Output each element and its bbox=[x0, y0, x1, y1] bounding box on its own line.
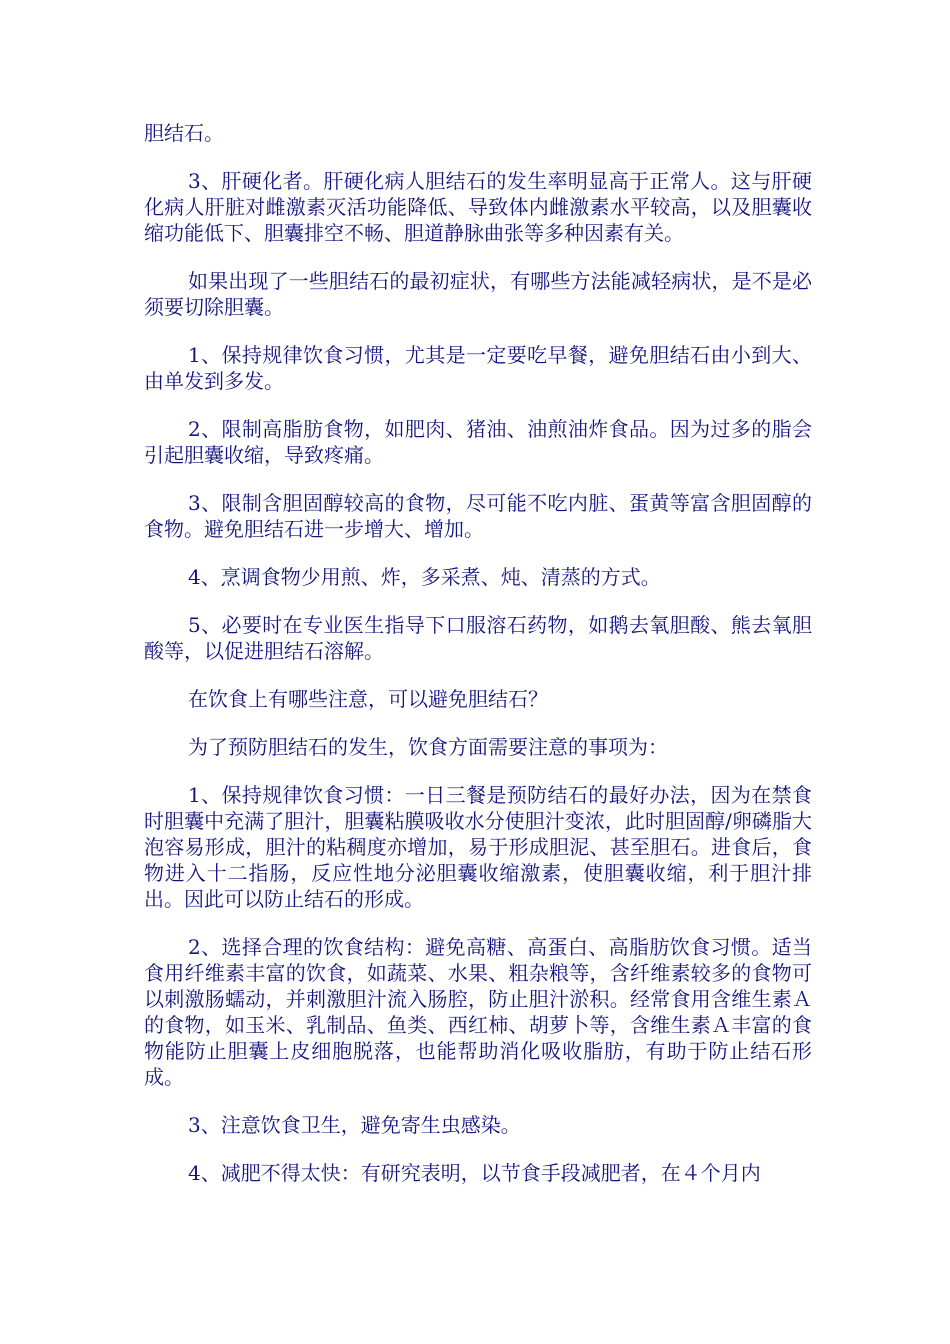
document-body bbox=[144, 120, 812, 1208]
paragraph-diet-3: 3、注意饮食卫生，避免寄生虫感染。 bbox=[188, 1113, 521, 1137]
paragraph-method-5: 5、必要时在专业医生指导下口服溶石药物，如鹅去氧胆酸、熊去氧胆酸等，以促进胆结石溶解。 bbox=[144, 613, 812, 663]
paragraph-method-3: 3、限制含胆固醇较高的食物，尽可能不吃内脏、蛋黄等富含胆固醇的食物。避免胆结石进一步增大、增加。 bbox=[144, 491, 812, 541]
paragraph-method-1: 1、保持规律饮食习惯，尤其是一定要吃早餐，避免胆结石由小到大、由单发到多发。 bbox=[144, 343, 812, 393]
paragraph-method-2: 2、限制高脂肪食物，如肥肉、猪油、油煎油炸食品。因为过多的脂会引起胆囊收缩，导致疼痛。 bbox=[144, 417, 812, 467]
paragraph-method-4: 4、烹调食物少用煎、炸，多采煮、炖、清蒸的方式。 bbox=[188, 565, 661, 589]
paragraph-diet-1: 1、保持规律饮食习惯：一日三餐是预防结石的最好办法，因为在禁食时胆囊中充满了胆汁，胆囊粘膜吸收水分使胆汁变浓，此时胆固醇/卵磷脂大泡容易形成，胆汁的粘稠度亦增加，易于形成胆泥、甚至胆石。进食后，食物进入十二指肠，反应性地分泌胆囊收缩激素，使胆囊收缩，利于胆汁排出。因此可以防止结石的形成。 bbox=[144, 783, 812, 911]
paragraph-diet-2: 2、选择合理的饮食结构：避免高糖、高蛋白、高脂肪饮食习惯。适当食用纤维素丰富的饮食，如蔬菜、水果、粗杂粮等，含纤维素较多的食物可以刺激肠蠕动，并刺激胆汁流入肠腔，防止胆汁淤积。经常食用含维生素Ａ的食物，如玉米、乳制品、鱼类、西红柿、胡萝卜等，含维生素Ａ丰富的食物能防止胆囊上皮细胞脱落，也能帮助消化吸收脂肪，有助于防止结石形成。 bbox=[144, 935, 812, 1089]
paragraph-symptom-question: 如果出现了一些胆结石的最初症状，有哪些方法能减轻病状，是不是必须要切除胆囊。 bbox=[144, 269, 812, 319]
paragraph-cirrhosis: 3、肝硬化者。肝硬化病人胆结石的发生率明显高于正常人。这与肝硬化病人肝脏对雌激素灭活功能降低、导致体内雌激素水平较高，以及胆囊收缩功能低下、胆囊排空不畅、胆道静脉曲张等多种因素有关。 bbox=[144, 169, 812, 245]
paragraph-diet-4: 4、减肥不得太快：有研究表明，以节食手段减肥者，在４个月内 bbox=[188, 1161, 761, 1185]
paragraph-diet-intro: 为了预防胆结石的发生，饮食方面需要注意的事项为： bbox=[188, 735, 668, 759]
paragraph-continuation: 胆结石。 bbox=[144, 121, 224, 145]
paragraph-diet-question: 在饮食上有哪些注意，可以避免胆结石？ bbox=[188, 687, 548, 711]
